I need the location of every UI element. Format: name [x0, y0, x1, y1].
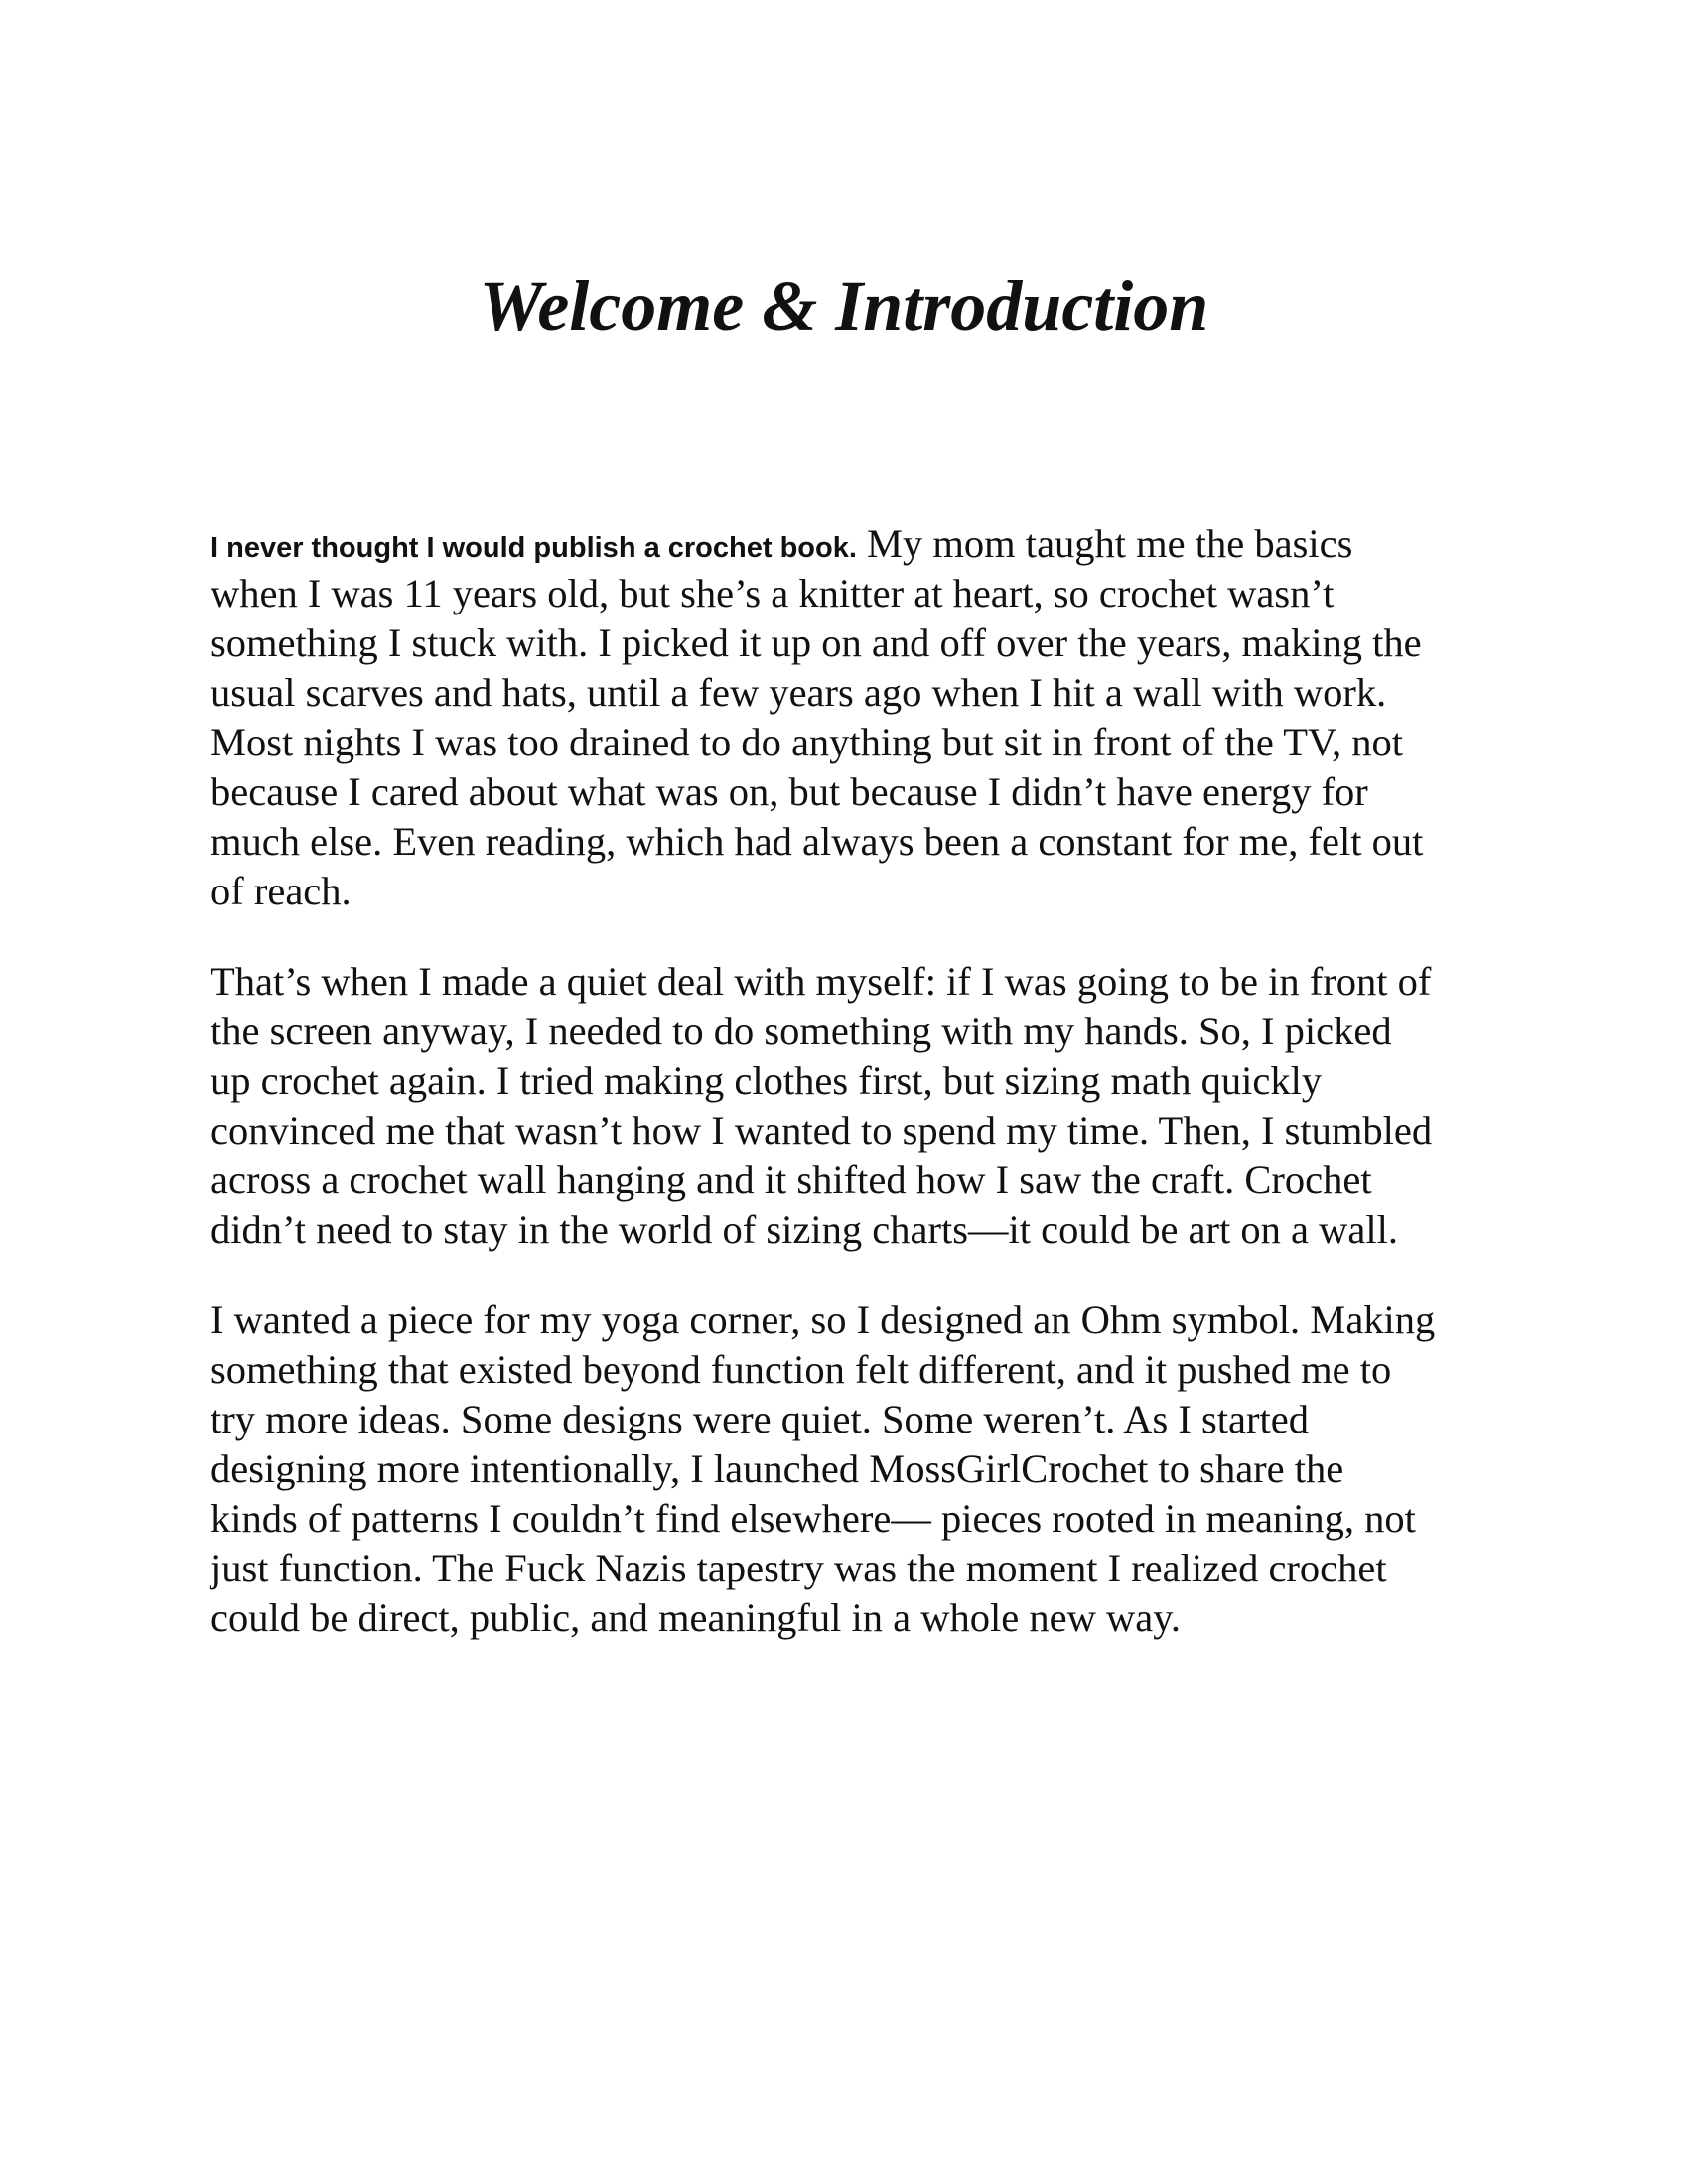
paragraph-2 — [211, 957, 1491, 1255]
text-line — [211, 519, 1491, 569]
lead-sentence: I never thought I would publish a crochet book. — [211, 532, 857, 564]
text-line: usual scarves and hats, until a few years ago when I hit a wall with work. — [211, 670, 1387, 715]
text-line: I wanted a piece for my yoga corner, so I designed an Ohm symbol. Making — [211, 1297, 1436, 1342]
text-line: could be direct, public, and meaningful in a whole new way. — [211, 1595, 1181, 1640]
text-line: something that existed beyond function felt different, and it pushed me to — [211, 1347, 1392, 1392]
text-line: Most nights I was too drained to do anything but sit in front of the TV, not — [211, 720, 1404, 764]
text-line: up crochet again. I tried making clothes first, but sizing math quickly — [211, 1058, 1323, 1103]
text-line: when I was 11 years old, but she’s a knitter at heart, so crochet wasn’t — [211, 571, 1335, 615]
text-line: much else. Even reading, which had always been a constant for me, felt out — [211, 819, 1424, 864]
text-line: didn’t need to stay in the world of sizing charts—it could be art on a wall. — [211, 1207, 1398, 1252]
text-line: of reach. — [211, 869, 352, 913]
text-line: That’s when I made a quiet deal with myself: if I was going to be in front of — [211, 959, 1432, 1004]
text-line: designing more intentionally, I launched MossGirlCrochet to share the — [211, 1446, 1344, 1491]
text-line: convinced me that wasn’t how I wanted to spend my time. Then, I stumbled — [211, 1108, 1433, 1153]
text-line: because I cared about what was on, but because I didn’t have energy for — [211, 769, 1368, 814]
page-title: Welcome & Introduction — [479, 266, 1209, 345]
text-line: kinds of patterns I couldn’t find elsewhere— pieces rooted in meaning, not — [211, 1496, 1416, 1541]
paragraph-1 — [211, 519, 1491, 916]
text-line: try more ideas. Some designs were quiet. Some weren’t. As I started — [211, 1397, 1309, 1441]
body-text — [211, 519, 1491, 1684]
text-line: just function. The Fuck Nazis tapestry was the moment I realized crochet — [211, 1546, 1387, 1590]
line-text: My mom taught me the basics — [856, 521, 1353, 566]
text-line: the screen anyway, I needed to do something with my hands. So, I picked — [211, 1009, 1392, 1053]
text-line: something I stuck with. I picked it up on and off over the years, making the — [211, 620, 1422, 665]
paragraph-3 — [211, 1296, 1491, 1643]
text-line: across a crochet wall hanging and it shifted how I saw the craft. Crochet — [211, 1158, 1372, 1202]
